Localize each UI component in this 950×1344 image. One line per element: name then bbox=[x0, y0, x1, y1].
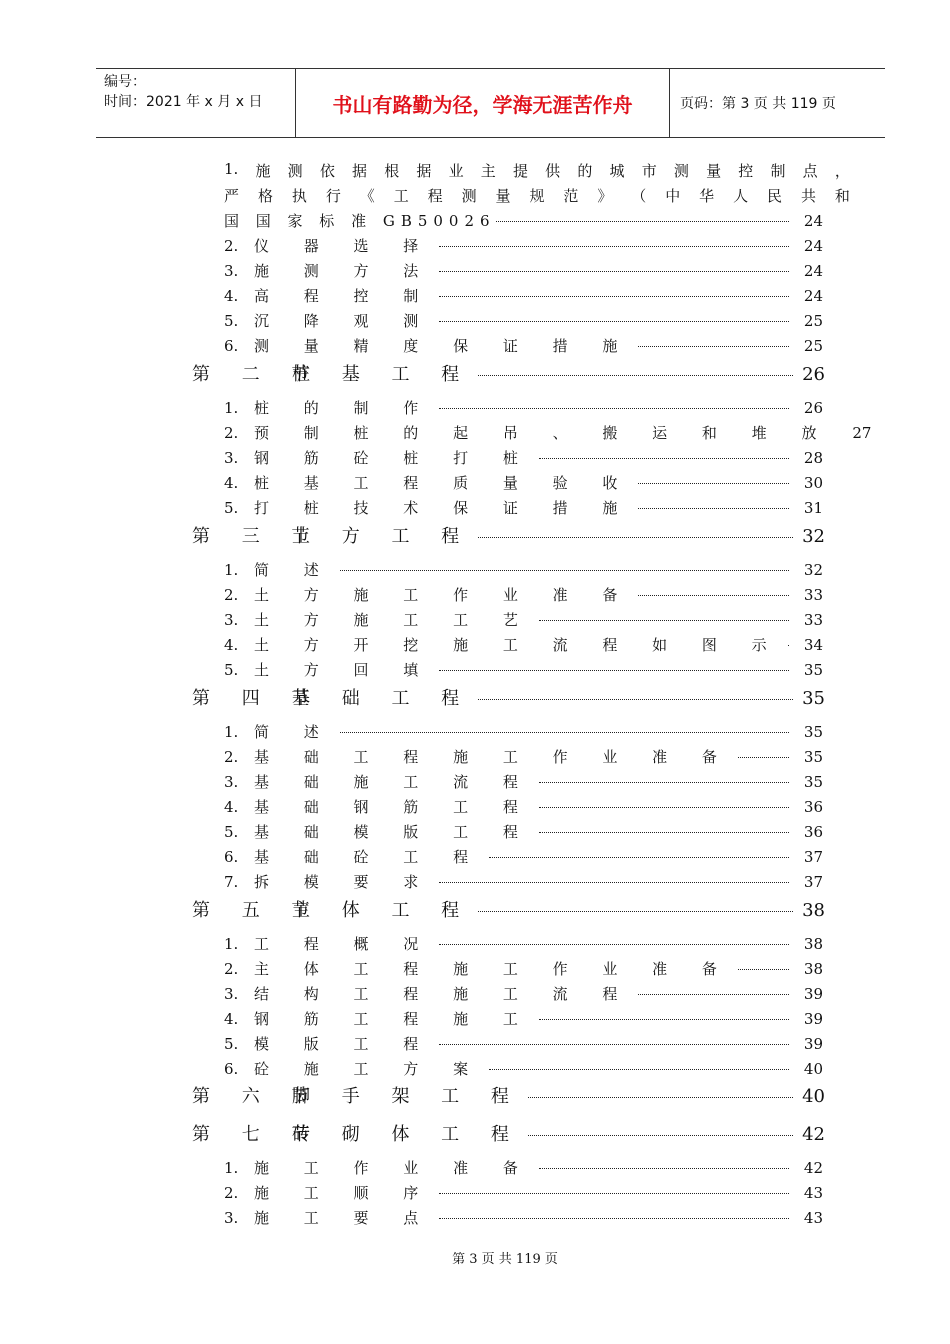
toc-item-char: 测 bbox=[461, 187, 477, 205]
toc-item-char: 共 bbox=[800, 187, 816, 205]
toc-leader bbox=[478, 375, 793, 376]
toc-item-number: 3. bbox=[224, 611, 239, 629]
toc-item-char: （ bbox=[631, 187, 647, 205]
toc-item-page: 33 bbox=[803, 586, 823, 604]
toc-item-char: 工 bbox=[393, 187, 409, 205]
toc-item-page: 36 bbox=[803, 798, 823, 816]
toc-item-title: 钢 筋 砼 桩 打 桩 bbox=[254, 449, 533, 467]
toc-item-number: 4. bbox=[224, 798, 239, 816]
toc-item-title: 土 方 回 填 bbox=[254, 661, 434, 679]
header-page-label: 页码：第 3 页 共 119 页 bbox=[680, 96, 836, 112]
toc-item[interactable] bbox=[224, 958, 823, 979]
number-label: 编号： bbox=[104, 74, 146, 90]
toc-leader bbox=[539, 807, 789, 808]
toc-item-page: 37 bbox=[803, 873, 823, 891]
toc-leader bbox=[439, 1193, 789, 1194]
toc-item-char: 中 bbox=[665, 187, 681, 205]
toc-leader bbox=[489, 1069, 789, 1070]
toc-item-page: 27 bbox=[852, 424, 872, 442]
toc-section-number: 第 七 节 bbox=[192, 1124, 323, 1145]
toc-item-page: 24 bbox=[803, 212, 823, 230]
toc-leader bbox=[738, 969, 789, 970]
toc-item-title: 施 工 顺 序 bbox=[254, 1184, 434, 1202]
toc-item-line-1 bbox=[224, 160, 850, 181]
toc-item-number: 4. bbox=[224, 474, 239, 492]
toc-section-title: 桩 基 工 程 bbox=[292, 364, 473, 385]
toc-item-title: 打 桩 技 术 保 证 措 施 bbox=[254, 499, 633, 517]
toc-item[interactable] bbox=[224, 559, 823, 580]
toc-leader bbox=[539, 1019, 789, 1020]
toc-section[interactable] bbox=[192, 522, 825, 548]
toc-item[interactable] bbox=[224, 422, 872, 443]
toc-item-title: 土 方 施 工 作 业 准 备 bbox=[254, 586, 633, 604]
toc-item[interactable] bbox=[224, 771, 823, 792]
toc-item[interactable] bbox=[224, 746, 823, 767]
toc-item-number: 4. bbox=[224, 636, 239, 654]
toc-item[interactable] bbox=[224, 721, 823, 742]
toc-section-title: 脚 手 架 工 程 bbox=[292, 1086, 522, 1107]
toc-item[interactable] bbox=[224, 609, 823, 630]
toc-item[interactable] bbox=[224, 983, 823, 1004]
toc-item[interactable] bbox=[224, 1033, 823, 1054]
toc-item[interactable] bbox=[224, 796, 823, 817]
toc-item-char: 程 bbox=[427, 187, 443, 205]
toc-item-title: 沉 降 观 测 bbox=[254, 312, 434, 330]
toc-item-page: 24 bbox=[803, 237, 823, 255]
toc-section-title: 主 体 工 程 bbox=[292, 900, 473, 921]
toc-item-number: 6. bbox=[224, 1060, 239, 1078]
toc-item-page: 38 bbox=[803, 935, 823, 953]
toc-leader bbox=[439, 1218, 789, 1219]
toc-item-number: 3. bbox=[224, 262, 239, 280]
toc-item[interactable] bbox=[224, 447, 823, 468]
toc-item-number: 6. bbox=[224, 848, 239, 866]
toc-item-number: 2. bbox=[224, 960, 239, 978]
toc-item-page: 35 bbox=[803, 723, 823, 741]
toc-item-page: 36 bbox=[803, 823, 823, 841]
toc-item-title: 结 构 工 程 施 工 流 程 bbox=[254, 985, 633, 1003]
toc-item-char: 据 bbox=[352, 162, 368, 180]
toc-item-number: 1. bbox=[224, 561, 239, 579]
toc-item[interactable] bbox=[224, 933, 823, 954]
toc-item-page: 24 bbox=[803, 262, 823, 280]
toc-leader bbox=[539, 832, 789, 833]
toc-item-char: 供 bbox=[545, 162, 561, 180]
toc-item[interactable] bbox=[224, 497, 823, 518]
toc-item-number: 1. bbox=[224, 1159, 239, 1177]
page-footer: 第 3 页 共 119 页 bbox=[452, 1252, 558, 1267]
toc-item-number: 3. bbox=[224, 1209, 239, 1227]
toc-section-number: 第 四 节 bbox=[192, 688, 323, 709]
toc-section-page: 38 bbox=[802, 900, 825, 921]
toc-item[interactable] bbox=[224, 1008, 823, 1029]
toc-item-char: 主 bbox=[480, 162, 496, 180]
toc-leader bbox=[439, 944, 789, 945]
toc-item-number: 4. bbox=[224, 1010, 239, 1028]
toc-leader bbox=[638, 346, 789, 347]
toc-item-title: 施 工 作 业 准 备 bbox=[254, 1159, 533, 1177]
toc-item[interactable] bbox=[224, 235, 823, 256]
toc-item-page: 43 bbox=[803, 1209, 823, 1227]
toc-item-page: 35 bbox=[803, 748, 823, 766]
toc-item-title: 基 础 砼 工 程 bbox=[254, 848, 484, 866]
toc-item[interactable] bbox=[224, 634, 823, 655]
toc-leader bbox=[340, 732, 789, 733]
toc-leader bbox=[439, 882, 789, 883]
toc-item-title: 测 量 精 度 保 证 措 施 bbox=[254, 337, 633, 355]
toc-item-char: 规 bbox=[529, 187, 545, 205]
toc-item-title: 仪 器 选 择 bbox=[254, 237, 434, 255]
toc-item-char: 据 bbox=[416, 162, 432, 180]
toc-item-title: 桩 基 工 程 质 量 验 收 bbox=[254, 474, 633, 492]
toc-item-char: 城 bbox=[609, 162, 625, 180]
toc-section-title: 土 方 工 程 bbox=[292, 526, 473, 547]
toc-item-title: 拆 模 要 求 bbox=[254, 873, 434, 891]
toc-item-page: 31 bbox=[803, 499, 823, 517]
toc-leader bbox=[738, 757, 789, 758]
toc-item-title: 土 方 开 挖 施 工 流 程 如 图 示 bbox=[254, 636, 782, 654]
toc-item-char: 行 bbox=[325, 187, 341, 205]
toc-section[interactable] bbox=[192, 1082, 825, 1108]
toc-item-number: 1. bbox=[224, 160, 239, 178]
toc-item[interactable] bbox=[224, 584, 823, 605]
toc-item-char: 制 bbox=[770, 162, 786, 180]
toc-item[interactable] bbox=[224, 871, 823, 892]
toc-section-page: 40 bbox=[802, 1086, 825, 1107]
toc-item-number: 5. bbox=[224, 661, 239, 679]
toc-item[interactable] bbox=[224, 285, 823, 306]
toc-item[interactable] bbox=[224, 821, 823, 842]
toc-item-page: 38 bbox=[803, 960, 823, 978]
toc-item-char: 业 bbox=[448, 162, 464, 180]
toc-leader bbox=[478, 537, 793, 538]
toc-item-char: 量 bbox=[495, 187, 511, 205]
toc-item-page: 34 bbox=[803, 636, 823, 654]
toc-item-title: 模 版 工 程 bbox=[254, 1035, 434, 1053]
toc-item-title: 国 国 家 标 准 GB50026 bbox=[224, 212, 496, 230]
toc-item-char: 测 bbox=[673, 162, 689, 180]
toc-item-number: 3. bbox=[224, 449, 239, 467]
toc-leader bbox=[439, 296, 789, 297]
toc-leader bbox=[439, 246, 789, 247]
toc-item-char: ， bbox=[834, 162, 850, 180]
toc-item-char: 执 bbox=[291, 187, 307, 205]
toc-item-page: 35 bbox=[803, 773, 823, 791]
toc-item-title: 简 述 bbox=[254, 723, 334, 741]
toc-section-number: 第 二 节 bbox=[192, 364, 323, 385]
toc-item-page: 43 bbox=[803, 1184, 823, 1202]
toc-item-title: 主 体 工 程 施 工 作 业 准 备 bbox=[254, 960, 732, 978]
toc-item-char: 提 bbox=[512, 162, 528, 180]
toc-item-char: 严 bbox=[224, 187, 240, 205]
toc-leader bbox=[638, 508, 789, 509]
toc-item-char: 根 bbox=[384, 162, 400, 180]
toc-section-page: 35 bbox=[802, 688, 825, 709]
toc-item-title: 钢 筋 工 程 施 工 bbox=[254, 1010, 533, 1028]
toc-item-title: 基 础 钢 筋 工 程 bbox=[254, 798, 533, 816]
toc-item-page: 40 bbox=[803, 1060, 823, 1078]
toc-section-page: 42 bbox=[802, 1124, 825, 1145]
toc-item[interactable] bbox=[224, 1207, 823, 1228]
toc-item-char: 人 bbox=[733, 187, 749, 205]
toc-section[interactable] bbox=[192, 684, 825, 710]
toc-item-number: 5. bbox=[224, 312, 239, 330]
toc-leader bbox=[496, 221, 789, 222]
toc-item-page: 39 bbox=[803, 1010, 823, 1028]
toc-item[interactable] bbox=[224, 472, 823, 493]
toc-item-page: 33 bbox=[803, 611, 823, 629]
toc-leader bbox=[539, 782, 789, 783]
toc-item-title: 土 方 施 工 工 艺 bbox=[254, 611, 533, 629]
toc-section-page: 32 bbox=[802, 526, 825, 547]
header-motto: 书山有路勤为径，学海无涯苦作舟 bbox=[296, 69, 670, 137]
toc-item-char: 》 bbox=[597, 187, 613, 205]
toc-item-number: 4. bbox=[224, 287, 239, 305]
toc-section-number: 第 五 节 bbox=[192, 900, 323, 921]
toc-section-title: 基 础 工 程 bbox=[292, 688, 473, 709]
toc-item-number: 2. bbox=[224, 237, 239, 255]
toc-leader bbox=[478, 911, 793, 912]
toc-item-char: 华 bbox=[699, 187, 715, 205]
toc-item-page: 39 bbox=[803, 1035, 823, 1053]
toc-item-line-2 bbox=[224, 185, 850, 206]
toc-item-char: 控 bbox=[738, 162, 754, 180]
toc-item-page: 35 bbox=[803, 661, 823, 679]
toc-leader bbox=[478, 699, 793, 700]
toc-leader bbox=[340, 570, 789, 571]
toc-section-title: 砖 砌 体 工 程 bbox=[292, 1124, 522, 1145]
toc-item[interactable] bbox=[224, 397, 823, 418]
toc-leader bbox=[489, 857, 789, 858]
toc-leader bbox=[439, 321, 789, 322]
toc-section[interactable] bbox=[192, 360, 825, 386]
toc-item-char: 格 bbox=[257, 187, 273, 205]
toc-item-char: 市 bbox=[641, 162, 657, 180]
toc-item-number: 3. bbox=[224, 985, 239, 1003]
toc-item-title: 预 制 桩 的 起 吊 、 搬 运 和 堆 放 bbox=[254, 424, 832, 442]
toc-leader bbox=[638, 994, 789, 995]
toc-item-char: 施 bbox=[255, 162, 271, 180]
toc-item-line-3 bbox=[224, 210, 823, 231]
toc-item-title: 高 程 控 制 bbox=[254, 287, 434, 305]
toc-item-page: 37 bbox=[803, 848, 823, 866]
toc-item-number: 5. bbox=[224, 499, 239, 517]
toc-item-number: 1. bbox=[224, 399, 239, 417]
toc-item-title: 桩 的 制 作 bbox=[254, 399, 434, 417]
toc-item-page: 32 bbox=[803, 561, 823, 579]
toc-item-number: 2. bbox=[224, 424, 239, 442]
toc-item-title: 基 础 模 版 工 程 bbox=[254, 823, 533, 841]
toc-item-page: 25 bbox=[803, 337, 823, 355]
toc-item[interactable] bbox=[224, 1058, 823, 1079]
time-label: 时间：2021 年 x 月 x 日 bbox=[104, 94, 263, 110]
toc-item-page: 42 bbox=[803, 1159, 823, 1177]
toc-item[interactable] bbox=[224, 1182, 823, 1203]
toc-item-page: 26 bbox=[803, 399, 823, 417]
toc-item-title: 砼 施 工 方 案 bbox=[254, 1060, 484, 1078]
toc-item-number: 2. bbox=[224, 586, 239, 604]
toc-item-title: 简 述 bbox=[254, 561, 334, 579]
toc-item-number: 5. bbox=[224, 823, 239, 841]
toc-item-char: 《 bbox=[359, 187, 375, 205]
toc-section-number: 第 六 节 bbox=[192, 1086, 323, 1107]
toc-leader bbox=[439, 271, 789, 272]
toc-item-title: 施 工 要 点 bbox=[254, 1209, 434, 1227]
toc-item-char: 量 bbox=[706, 162, 722, 180]
toc-leader bbox=[539, 620, 789, 621]
toc-leader bbox=[539, 458, 789, 459]
toc-item[interactable] bbox=[224, 659, 823, 680]
toc-item-char: 和 bbox=[834, 187, 850, 205]
toc-item-title: 工 程 概 况 bbox=[254, 935, 434, 953]
toc-item-title: 基 础 施 工 流 程 bbox=[254, 773, 533, 791]
toc-item-number: 2. bbox=[224, 748, 239, 766]
toc-item-number: 3. bbox=[224, 773, 239, 791]
toc-item-page: 24 bbox=[803, 287, 823, 305]
toc-item-char: 点 bbox=[802, 162, 818, 180]
toc-item-page: 30 bbox=[803, 474, 823, 492]
toc-item[interactable] bbox=[224, 310, 823, 331]
toc-leader bbox=[539, 1168, 789, 1169]
toc-leader bbox=[528, 1135, 793, 1136]
toc-item-page: 25 bbox=[803, 312, 823, 330]
toc-leader bbox=[439, 670, 789, 671]
toc-item-char: 的 bbox=[577, 162, 593, 180]
toc-item-title: 基 础 工 程 施 工 作 业 准 备 bbox=[254, 748, 732, 766]
toc-item[interactable] bbox=[224, 335, 823, 356]
toc-item-char: 测 bbox=[287, 162, 303, 180]
toc-leader bbox=[638, 595, 789, 596]
toc-item-char: 依 bbox=[319, 162, 335, 180]
toc-section[interactable] bbox=[192, 896, 825, 922]
toc-section[interactable] bbox=[192, 1120, 825, 1146]
toc-leader bbox=[439, 1044, 789, 1045]
toc-item-number: 1. bbox=[224, 935, 239, 953]
toc-item[interactable] bbox=[224, 260, 823, 281]
toc-leader bbox=[528, 1097, 793, 1098]
toc-leader bbox=[638, 483, 789, 484]
toc-item-number: 6. bbox=[224, 337, 239, 355]
toc-leader bbox=[439, 408, 789, 409]
toc-item-page: 39 bbox=[803, 985, 823, 1003]
toc-item-number: 5. bbox=[224, 1035, 239, 1053]
toc-item[interactable] bbox=[224, 846, 823, 867]
toc-item-number: 7. bbox=[224, 873, 239, 891]
toc-item-page: 28 bbox=[803, 449, 823, 467]
toc-section-page: 26 bbox=[802, 364, 825, 385]
toc-item-number: 1. bbox=[224, 723, 239, 741]
toc-section-number: 第 三 节 bbox=[192, 526, 323, 547]
toc-item-number: 2. bbox=[224, 1184, 239, 1202]
toc-item-char: 民 bbox=[767, 187, 783, 205]
toc-item[interactable] bbox=[224, 1157, 823, 1178]
toc-item-title: 施 测 方 法 bbox=[254, 262, 434, 280]
toc-item-char: 范 bbox=[563, 187, 579, 205]
toc-leader bbox=[788, 645, 789, 646]
